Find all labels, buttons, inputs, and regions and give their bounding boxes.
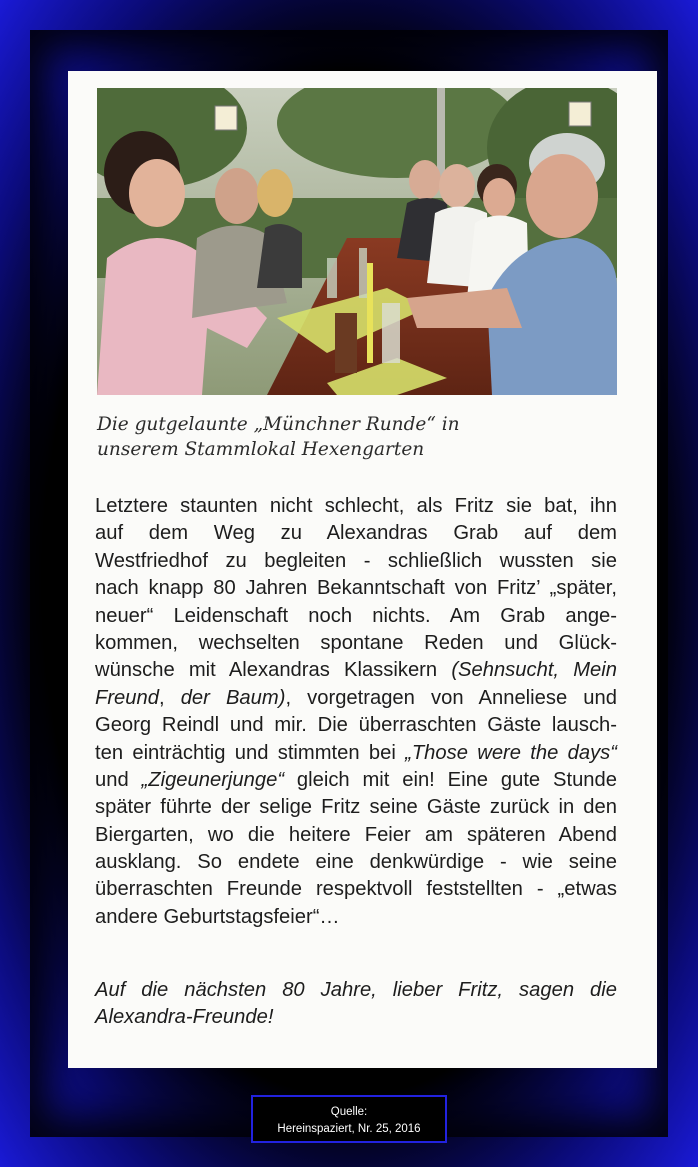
article-line: nach knapp 80 Jahren Bekanntschaft von Fritz’ „später, (95, 577, 617, 600)
article-text: , (158, 686, 181, 709)
song-title: „Zigeunerjunge“ (141, 768, 285, 791)
article-body (95, 493, 617, 931)
article-line: auf dem Weg zu Alexandras Grab auf dem (95, 522, 617, 545)
article-line (95, 685, 617, 712)
article-text: , vorgetragen von Anneliese und (285, 686, 617, 709)
article-line: Georg Reindl und mir. Die überraschten Gäste lausch- (95, 714, 617, 737)
article-line: Westfriedhof zu begleiten - schließlich wussten sie (95, 549, 617, 572)
article-text: gleich mit ein! Eine gute Stunde (284, 768, 617, 791)
article-line: Biergarten, wo die heitere Feier am späteren Abend (95, 823, 617, 846)
closing-remark (95, 977, 617, 1032)
article-line: andere Geburtstagsfeier“… (95, 905, 340, 928)
article-line: später führte der selige Fritz seine Gäste zurück in den (95, 796, 617, 819)
closing-line-1: Auf die nächsten 80 Jahre, lieber Fritz, sagen die (95, 979, 617, 1001)
article-line: Letztere staunten nicht schlecht, als Fritz sie bat, ihn (95, 495, 617, 517)
article-text: und (95, 768, 142, 791)
article-line: kommen, wechselten spontane Reden und Glück- (95, 631, 617, 654)
caption-line-2: unserem Stammlokal Hexengarten (97, 439, 425, 460)
song-title: Freund (95, 686, 159, 709)
article-line: ausklang. So endete eine denkwürdige - wie seine (95, 851, 617, 874)
article-line (95, 740, 617, 767)
article-line: neuer“ Leidenschaft noch nichts. Am Grab ange- (95, 604, 617, 627)
song-title: der Baum) (180, 686, 286, 709)
source-value: Hereinspaziert, Nr. 25, 2016 (277, 1123, 421, 1135)
source-label: Quelle: (330, 1106, 368, 1118)
article-line (95, 657, 617, 684)
article-text: wünsche mit Alexandras Klassikern (95, 659, 452, 682)
song-title: „Those were the days“ (405, 741, 617, 764)
closing-line-2: Alexandra-Freunde! (95, 1006, 274, 1029)
article-line: überraschten Freunde respektvoll feststellten - „etwas (95, 878, 617, 901)
source-box (251, 1095, 447, 1143)
song-titles: (Sehnsucht, Mein (451, 659, 617, 682)
beer-garden-photo (97, 88, 617, 395)
group-photo (97, 88, 617, 395)
caption-line-1: Die gutgelaunte „Münchner Runde“ in (97, 414, 460, 435)
article-line (95, 767, 617, 794)
photo-caption (97, 412, 617, 462)
article-text: ten einträchtig und stimmten bei (95, 741, 406, 764)
